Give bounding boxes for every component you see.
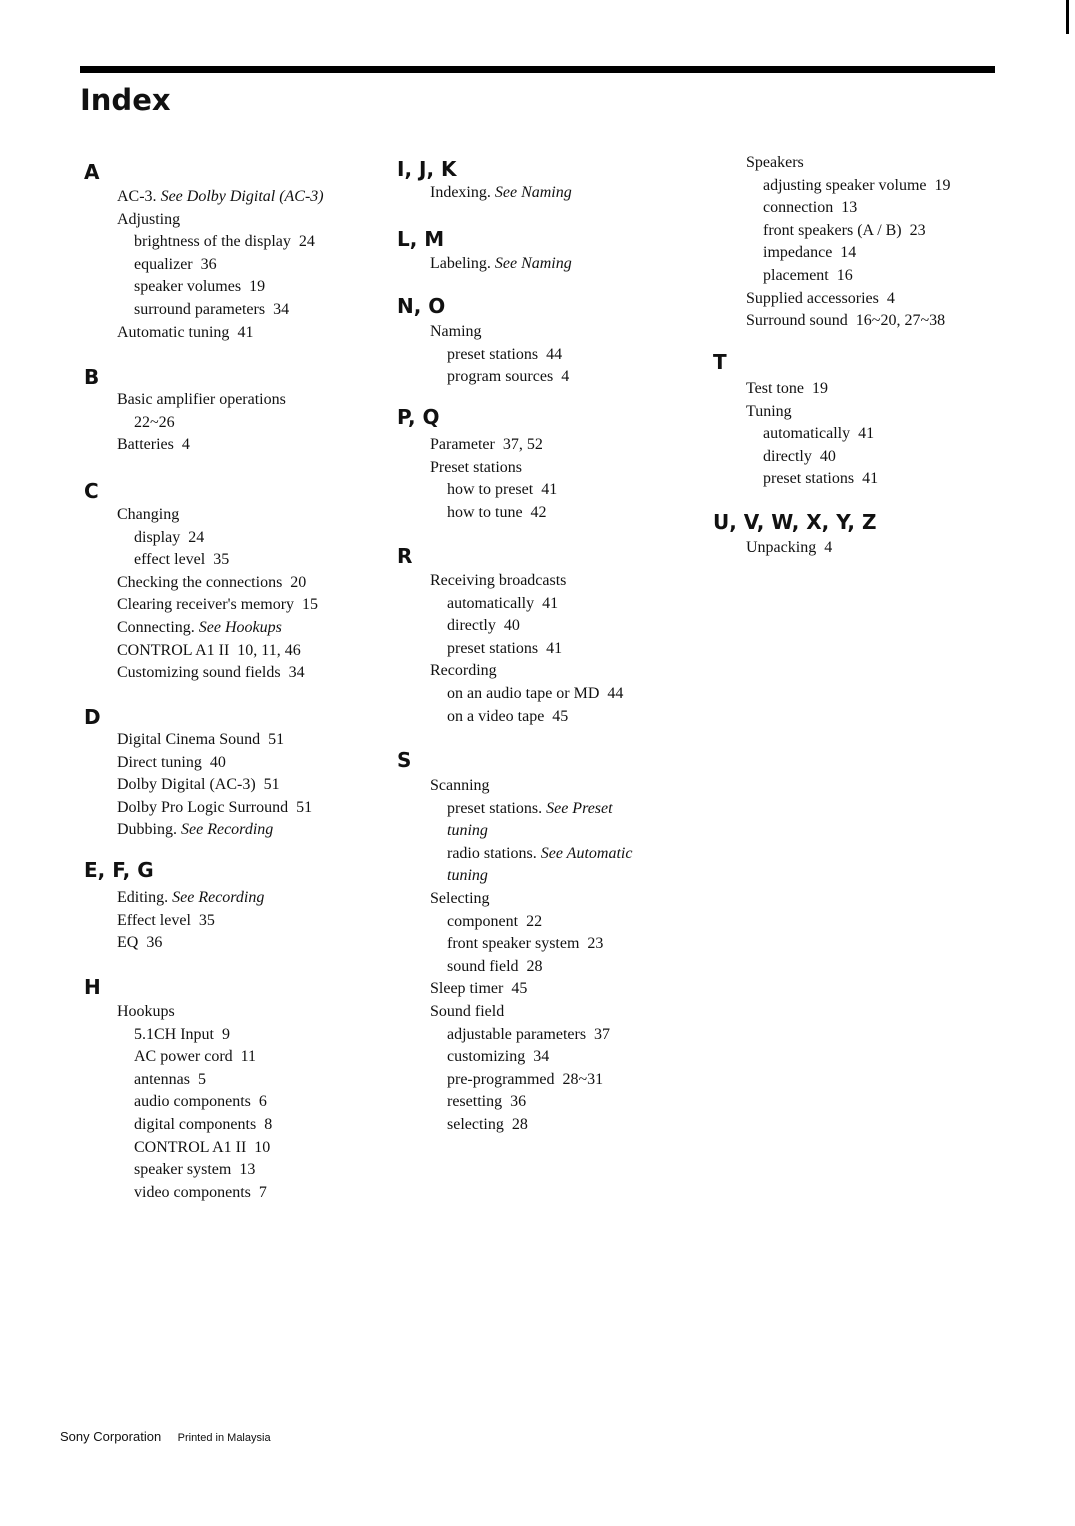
entry-term: Clearing receiver's memory bbox=[117, 596, 295, 614]
index-entry bbox=[447, 1069, 603, 1091]
index-entry bbox=[117, 640, 301, 662]
section-letter: N, O bbox=[397, 294, 446, 318]
index-entry bbox=[134, 1091, 267, 1113]
entry-term: preset stations bbox=[447, 345, 539, 363]
entry-term: Selecting bbox=[430, 890, 490, 907]
entry-term: speaker volumes bbox=[134, 278, 242, 296]
index-entry bbox=[134, 412, 175, 434]
entry-term: Dolby Pro Logic Surround bbox=[117, 798, 289, 816]
header-rule bbox=[80, 66, 995, 73]
entry-term: antennas bbox=[134, 1070, 190, 1088]
entry-page-number: 19 bbox=[249, 278, 266, 296]
entry-term: Test tone bbox=[746, 380, 804, 397]
entry-page-number: 36 bbox=[510, 1093, 527, 1111]
index-entry bbox=[117, 594, 318, 616]
entry-term: component bbox=[447, 912, 519, 930]
entry-page-number: 37, 52 bbox=[502, 436, 543, 453]
index-entry bbox=[447, 344, 562, 366]
entry-page-number: 40 bbox=[819, 447, 836, 465]
index-entry bbox=[447, 911, 542, 933]
index-entry bbox=[447, 593, 558, 615]
entry-page-number: 41 bbox=[542, 594, 559, 612]
entry-term: impedance bbox=[763, 244, 833, 262]
entry-term: audio components bbox=[134, 1093, 251, 1111]
index-entry bbox=[117, 186, 324, 208]
index-entry bbox=[447, 638, 562, 660]
entry-page-number: 9 bbox=[222, 1025, 230, 1043]
entry-term: customizing bbox=[447, 1048, 526, 1066]
index-entry bbox=[117, 1001, 175, 1023]
entry-page-number: 24 bbox=[298, 233, 315, 251]
index-entry bbox=[117, 209, 180, 231]
entry-term: video components bbox=[134, 1183, 251, 1201]
entry-page-number: 5 bbox=[197, 1070, 206, 1088]
entry-term: Customizing sound fields bbox=[117, 664, 281, 682]
index-entry bbox=[134, 1159, 255, 1181]
entry-page-number: 28~31 bbox=[562, 1070, 604, 1088]
index-entry bbox=[430, 570, 566, 592]
entry-page-number: 36 bbox=[200, 255, 217, 273]
index-entry bbox=[430, 253, 572, 275]
entry-term: EQ bbox=[117, 934, 139, 952]
entry-page-number: 22 bbox=[526, 912, 543, 930]
entry-see-reference: See Naming bbox=[494, 255, 572, 272]
index-entry bbox=[447, 933, 603, 955]
entry-see-reference: See Hookups bbox=[198, 619, 282, 636]
entry-term: automatically bbox=[763, 425, 851, 443]
entry-term: Surround sound bbox=[746, 312, 848, 330]
entry-see-reference: See Preset bbox=[546, 799, 613, 817]
entry-term: front speakers (A / B) bbox=[763, 221, 902, 239]
entry-term: digital components bbox=[134, 1116, 257, 1133]
entry-term: Connecting. bbox=[117, 619, 195, 636]
entry-term: selecting bbox=[447, 1116, 504, 1133]
entry-page-number: 4 bbox=[561, 368, 570, 386]
index-entry bbox=[763, 468, 878, 490]
entry-page-number: 40 bbox=[503, 617, 520, 635]
entry-page-number: 34 bbox=[533, 1048, 550, 1066]
entry-term: Parameter bbox=[430, 436, 495, 453]
entry-page-number: 28 bbox=[511, 1116, 528, 1133]
section-letter: U, V, W, X, Y, Z bbox=[713, 510, 877, 534]
section-letter: C bbox=[84, 479, 99, 503]
entry-term: Indexing. bbox=[430, 184, 491, 201]
entry-page-number: 7 bbox=[258, 1183, 267, 1201]
index-entry bbox=[746, 310, 945, 332]
index-entry bbox=[430, 775, 490, 797]
entry-term: pre-programmed bbox=[447, 1070, 555, 1088]
entry-page-number: 40 bbox=[209, 753, 226, 771]
entry-term: CONTROL A1 II bbox=[117, 641, 230, 659]
entry-term: Labeling. bbox=[430, 255, 491, 272]
entry-see-reference: See Dolby Digital (AC-3) bbox=[160, 188, 324, 205]
index-entry bbox=[134, 254, 217, 276]
index-entry bbox=[134, 1114, 272, 1136]
entry-page-number: 13 bbox=[841, 199, 858, 217]
index-entry bbox=[134, 527, 204, 549]
index-entry bbox=[763, 197, 857, 219]
index-entry bbox=[117, 504, 179, 526]
entry-page-number: 14 bbox=[840, 244, 857, 262]
footer-corporation: Sony Corporation bbox=[60, 1429, 162, 1444]
entry-page-number: 15 bbox=[302, 596, 319, 614]
entry-term: Tuning bbox=[746, 402, 792, 420]
entry-page-number: 4 bbox=[181, 436, 190, 454]
entry-term: Basic amplifier operations bbox=[117, 391, 286, 408]
entry-see-reference: See Recording bbox=[181, 821, 274, 839]
entry-term: Dubbing. bbox=[117, 821, 177, 839]
entry-page-number: 4 bbox=[824, 539, 833, 556]
entry-term: on an audio tape or MD bbox=[447, 685, 600, 702]
entry-term: radio stations. bbox=[447, 844, 537, 862]
entry-term: AC power cord bbox=[134, 1048, 233, 1066]
index-entry bbox=[447, 820, 488, 842]
entry-term: Checking the connections bbox=[117, 573, 283, 591]
index-entry bbox=[117, 434, 190, 456]
entry-term: Sound field bbox=[430, 1003, 505, 1020]
entry-page-number: 51 bbox=[263, 776, 280, 794]
entry-page-number: 19 bbox=[811, 380, 828, 397]
index-entry bbox=[117, 752, 226, 774]
index-entry bbox=[447, 479, 557, 501]
index-entry bbox=[447, 1114, 528, 1136]
index-entry bbox=[763, 423, 874, 445]
section-letter: D bbox=[84, 705, 101, 729]
entry-term: front speaker system bbox=[447, 935, 580, 953]
entry-page-number: 10 bbox=[254, 1138, 271, 1156]
section-letter: S bbox=[397, 748, 412, 772]
entry-page-number: 41 bbox=[862, 470, 879, 488]
index-entry bbox=[134, 549, 229, 571]
entry-term: effect level bbox=[134, 551, 206, 569]
index-entry bbox=[134, 231, 315, 253]
entry-page-number: 34 bbox=[273, 301, 290, 318]
entry-term: Receiving broadcasts bbox=[430, 572, 567, 589]
entry-page-number: 16~20, 27~38 bbox=[855, 312, 946, 330]
index-entry bbox=[430, 182, 572, 204]
entry-page-number: 44 bbox=[546, 345, 563, 363]
entry-term: brightness of the display bbox=[134, 233, 291, 251]
index-entry bbox=[447, 843, 632, 865]
entry-term: Supplied accessories bbox=[746, 289, 879, 307]
index-entry bbox=[430, 434, 543, 456]
entry-page-number: 51 bbox=[268, 731, 285, 748]
entry-term: how to tune bbox=[447, 503, 523, 521]
entry-page-number: 11 bbox=[240, 1048, 257, 1066]
index-entry bbox=[117, 662, 305, 684]
entry-see-reference: tuning bbox=[447, 822, 488, 840]
entry-term: preset stations bbox=[447, 639, 539, 657]
entry-term: Changing bbox=[117, 506, 180, 523]
entry-page-number: 41 bbox=[237, 323, 254, 341]
index-entry bbox=[447, 1046, 549, 1068]
index-entry bbox=[430, 888, 490, 910]
entry-page-number: 45 bbox=[511, 980, 528, 998]
entry-term: automatically bbox=[447, 594, 535, 612]
index-entry bbox=[134, 1137, 270, 1159]
entry-term: 5.1CH Input bbox=[134, 1025, 214, 1043]
index-entry bbox=[430, 978, 527, 1000]
entry-term: Naming bbox=[430, 323, 482, 340]
index-entry bbox=[117, 819, 273, 841]
entry-page-number: 34 bbox=[288, 664, 305, 682]
entry-term: equalizer bbox=[134, 255, 193, 273]
entry-term: resetting bbox=[447, 1093, 503, 1111]
entry-page-number: 23 bbox=[587, 935, 604, 953]
index-entry bbox=[746, 378, 828, 400]
entry-term: Automatic tuning bbox=[117, 323, 230, 341]
entry-term: Digital Cinema Sound bbox=[117, 731, 261, 748]
index-entry bbox=[430, 660, 497, 682]
section-letter: T bbox=[713, 350, 727, 374]
index-entry bbox=[447, 1091, 526, 1113]
entry-page-number: 42 bbox=[530, 503, 547, 521]
index-entry bbox=[447, 1024, 610, 1046]
index-entry bbox=[447, 366, 569, 388]
index-entry bbox=[746, 401, 792, 423]
index-entry bbox=[447, 615, 520, 637]
entry-see-reference: See Naming bbox=[494, 184, 572, 201]
index-entry bbox=[746, 288, 895, 310]
entry-term: Direct tuning bbox=[117, 753, 202, 771]
section-letter: B bbox=[84, 365, 100, 389]
index-entry bbox=[134, 1024, 230, 1046]
index-entry bbox=[763, 175, 951, 197]
index-entry bbox=[447, 502, 547, 524]
entry-term: Unpacking bbox=[746, 539, 817, 556]
entry-see-reference: tuning bbox=[447, 867, 488, 885]
entry-term: preset stations bbox=[763, 470, 855, 488]
entry-page-number: 10, 11, 46 bbox=[237, 641, 301, 659]
entry-see-reference: See Recording bbox=[172, 889, 265, 906]
index-entry bbox=[447, 706, 568, 728]
entry-page-number: 8 bbox=[264, 1116, 273, 1133]
index-entry bbox=[117, 729, 284, 751]
entry-term: on a video tape bbox=[447, 707, 545, 725]
index-entry bbox=[117, 572, 306, 594]
section-letter: R bbox=[397, 544, 413, 568]
index-entry bbox=[746, 537, 832, 559]
index-entry bbox=[117, 910, 215, 932]
index-entry bbox=[117, 932, 162, 954]
entry-term: preset stations. bbox=[447, 799, 543, 817]
entry-page-number: 20 bbox=[290, 573, 307, 591]
entry-page-number: 41 bbox=[541, 481, 558, 499]
entry-term: adjustable parameters bbox=[447, 1025, 587, 1043]
entry-term: Effect level bbox=[117, 911, 191, 929]
entry-term: Sleep timer bbox=[430, 980, 504, 998]
entry-term: 22~26 bbox=[134, 413, 175, 431]
edge-mark bbox=[1066, 0, 1069, 34]
index-entry bbox=[447, 865, 488, 887]
entry-term: AC-3. bbox=[117, 188, 157, 205]
entry-term: display bbox=[134, 528, 181, 546]
index-entry bbox=[117, 797, 312, 819]
entry-term: Editing. bbox=[117, 889, 169, 906]
entry-page-number: 36 bbox=[146, 934, 163, 952]
entry-term: placement bbox=[763, 267, 829, 284]
section-letter: E, F, G bbox=[84, 858, 154, 882]
entry-page-number: 35 bbox=[213, 551, 230, 569]
entry-page-number: 44 bbox=[607, 685, 624, 702]
index-entry bbox=[430, 457, 522, 479]
entry-page-number: 16 bbox=[836, 267, 853, 284]
section-letter: L, M bbox=[397, 227, 445, 251]
entry-page-number: 23 bbox=[909, 221, 926, 239]
section-letter: H bbox=[84, 975, 101, 999]
entry-term: Hookups bbox=[117, 1003, 175, 1020]
index-entry bbox=[117, 774, 280, 796]
entry-page-number: 6 bbox=[258, 1093, 267, 1111]
entry-page-number: 45 bbox=[552, 707, 569, 725]
entry-page-number: 24 bbox=[188, 528, 205, 546]
entry-term: directly bbox=[447, 617, 496, 635]
index-entry bbox=[763, 220, 926, 242]
entry-term: adjusting speaker volume bbox=[763, 176, 927, 194]
index-entry bbox=[134, 1046, 256, 1068]
index-entry bbox=[117, 887, 264, 909]
section-letter: I, J, K bbox=[397, 157, 457, 181]
entry-page-number: 41 bbox=[858, 425, 875, 443]
index-entry bbox=[430, 1001, 504, 1023]
index-entry bbox=[447, 956, 543, 978]
section-letter: A bbox=[84, 160, 100, 184]
entry-term: Dolby Digital (AC-3) bbox=[117, 776, 256, 794]
index-entry bbox=[117, 322, 253, 344]
entry-page-number: 19 bbox=[934, 176, 951, 194]
entry-term: connection bbox=[763, 199, 834, 217]
section-letter: P, Q bbox=[397, 405, 440, 429]
index-entry bbox=[134, 299, 289, 321]
footer bbox=[60, 1428, 271, 1446]
entry-term: program sources bbox=[447, 368, 554, 386]
index-entry bbox=[763, 242, 856, 264]
index-entry bbox=[763, 265, 853, 287]
index-entry bbox=[117, 617, 282, 639]
entry-term: sound field bbox=[447, 957, 519, 975]
page-title: Index bbox=[80, 83, 171, 117]
entry-page-number: 37 bbox=[594, 1025, 611, 1043]
entry-page-number: 28 bbox=[526, 957, 543, 975]
entry-see-reference: See Automatic bbox=[540, 844, 633, 862]
index-entry bbox=[134, 1069, 206, 1091]
entry-term: Recording bbox=[430, 662, 497, 680]
index-entry bbox=[763, 446, 836, 468]
entry-term: CONTROL A1 II bbox=[134, 1138, 247, 1156]
entry-term: directly bbox=[763, 447, 812, 465]
index-entry bbox=[447, 798, 613, 820]
entry-page-number: 51 bbox=[296, 798, 313, 816]
index-entry bbox=[746, 152, 804, 174]
index-entry bbox=[134, 276, 265, 298]
entry-page-number: 4 bbox=[886, 289, 895, 307]
entry-term: surround parameters bbox=[134, 301, 266, 318]
entry-term: Scanning bbox=[430, 777, 490, 794]
entry-term: speaker system bbox=[134, 1161, 232, 1179]
entry-page-number: 35 bbox=[198, 911, 215, 929]
index-entry bbox=[117, 389, 286, 411]
entry-term: Batteries bbox=[117, 436, 174, 454]
index-entry bbox=[447, 683, 623, 705]
entry-term: Adjusting bbox=[117, 210, 181, 228]
index-entry bbox=[430, 321, 482, 343]
entry-page-number: 41 bbox=[546, 639, 563, 657]
entry-term: how to preset bbox=[447, 481, 534, 499]
entry-term: Speakers bbox=[746, 154, 804, 171]
footer-printed: Printed in Malaysia bbox=[177, 1432, 271, 1444]
entry-page-number: 13 bbox=[239, 1161, 256, 1179]
entry-term: Preset stations bbox=[430, 458, 522, 476]
index-entry bbox=[134, 1182, 267, 1204]
